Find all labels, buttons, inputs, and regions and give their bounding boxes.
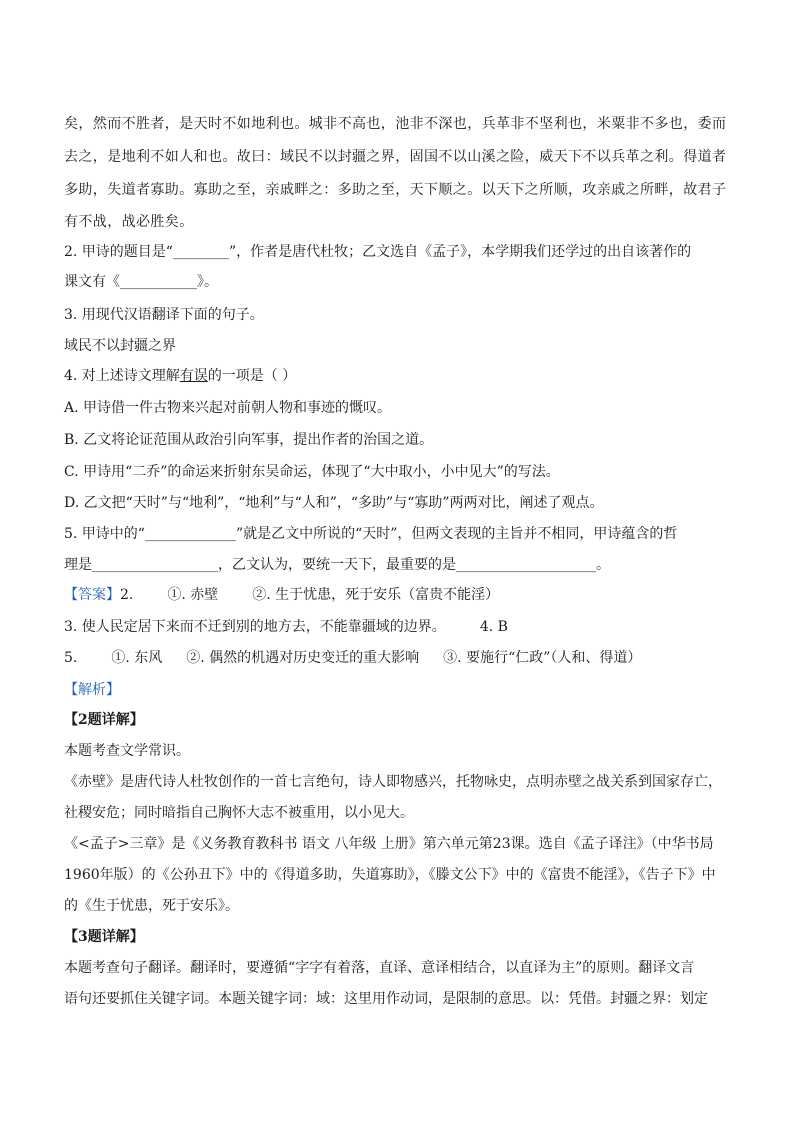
question-3: 3. 用现代汉语翻译下面的句子。 [64,307,264,323]
answer-label: 【答案】 [64,587,120,603]
answer-line [64,648,734,668]
paragraph-line: 社稷安危；同时暗指自己胸怀大志不被重用，以小见大。 [64,805,414,821]
question-2-line: 2. 甲诗的题目是“________”，作者是唐代杜牧；乙文选自《孟子》，本学期我们还学过的出自该著作的 [64,244,692,260]
answer-q2-a: ①. 赤壁 [167,587,219,603]
answer-q5-c: ③. 要施行“仁政”（人和、得道） [443,650,642,666]
option-c: C. 甲诗用“二乔”的命运来折射东吴命运，体现了“大中取小，小中见大”的写法。 [64,464,560,480]
option-a: A. 甲诗借一件古物来兴起对前朝人物和事迹的慨叹。 [64,400,392,416]
question-4-emphasis: 有误 [179,368,208,384]
question-2-line: 课文有《___________》。 [64,274,218,290]
paragraph-line: 的《生于忧患，死于安乐》。 [64,898,239,914]
answer-q5-a: ①. 东风 [111,650,163,666]
paragraph-line: 《<孟子>三章》是《义务教育教科书 语文 八年级 上册》第六单元第23课。选自《孟子译注》（中华书局 [64,836,714,852]
question-4 [64,366,734,386]
passage-line: 去之，是地利不如人和也。故曰：域民不以封疆之界，固国不以山溪之险，威天下不以兵革之利。得道者 [64,149,727,165]
answer-q2-b: ②. 生于忧患，死于安乐（富贵不能淫） [252,587,500,603]
question-4-prefix: 4. 对上述诗文理解 [64,368,180,384]
answer-q3: 3. 使人民定居下来而不迁到别的地方去，不能靠疆域的边界。 [64,619,446,635]
option-d: D. 乙文把“天时”与“地利”，“地利”与“人和”，“多助”与“寡助”两两对比，阐述了观点。 [64,495,604,511]
answer-q2-num: 2. [120,587,134,603]
paragraph-line: 本题考查文学常识。 [64,743,190,759]
question-3-sentence: 域民不以封疆之界 [64,338,176,354]
answer-q5-num: 5. [64,650,78,666]
paragraph-line: 《赤壁》是唐代诗人杜牧创作的一首七言绝句，诗人即物感兴，托物咏史，点明赤壁之战关系到国家存亡， [64,774,722,790]
passage-line: 矣，然而不胜者，是天时不如地利也。城非不高也，池非不深也，兵革非不坚利也，米粟非不多也，委而 [64,116,727,132]
question-4-suffix: 的一项是（ ） [207,368,297,384]
section-heading: 【3题详解】 [64,929,144,945]
paragraph-line: 本题考查句子翻译。翻译时，要遵循“字字有着落，直译、意译相结合，以直译为主”的原则。翻译文言 [64,960,695,976]
answer-line [64,617,734,637]
answer-q5-b: ②. 偶然的机遇对历史变迁的重大影响 [186,650,420,666]
answer-q4: 4. B [479,619,508,635]
section-heading: 【2题详解】 [64,712,144,728]
analysis-label: 【解析】 [64,682,120,698]
passage-line: 多助，失道者寡助。寡助之至，亲戚畔之：多助之至，天下顺之。以天下之所顺，攻亲戚之所畔，故君子 [64,182,727,198]
question-5-line: 5. 甲诗中的“_____________”就是乙文中所说的“天时”，但两文表现的主旨并不相同，甲诗蕴含的哲 [64,526,678,542]
paragraph-line: 语句还要抓住关键字词。本题关键字词：域：这里用作动词，是限制的意思。以：凭借。封疆之界：划定 [64,991,708,1007]
paragraph-line: 1960年版）的《公孙丑下》中的《得道多助，失道寡助》，《滕文公下》中的《富贵不能淫》，《告子下》中 [64,867,716,883]
question-5-line: 理是__________________，乙文认为，要统一天下，最重要的是____________________。 [64,557,610,573]
option-b: B. 乙文将论证范围从政治引向军事，提出作者的治国之道。 [64,432,434,448]
passage-line: 有不战，战必胜矣。 [64,214,194,230]
answer-line [64,585,734,605]
